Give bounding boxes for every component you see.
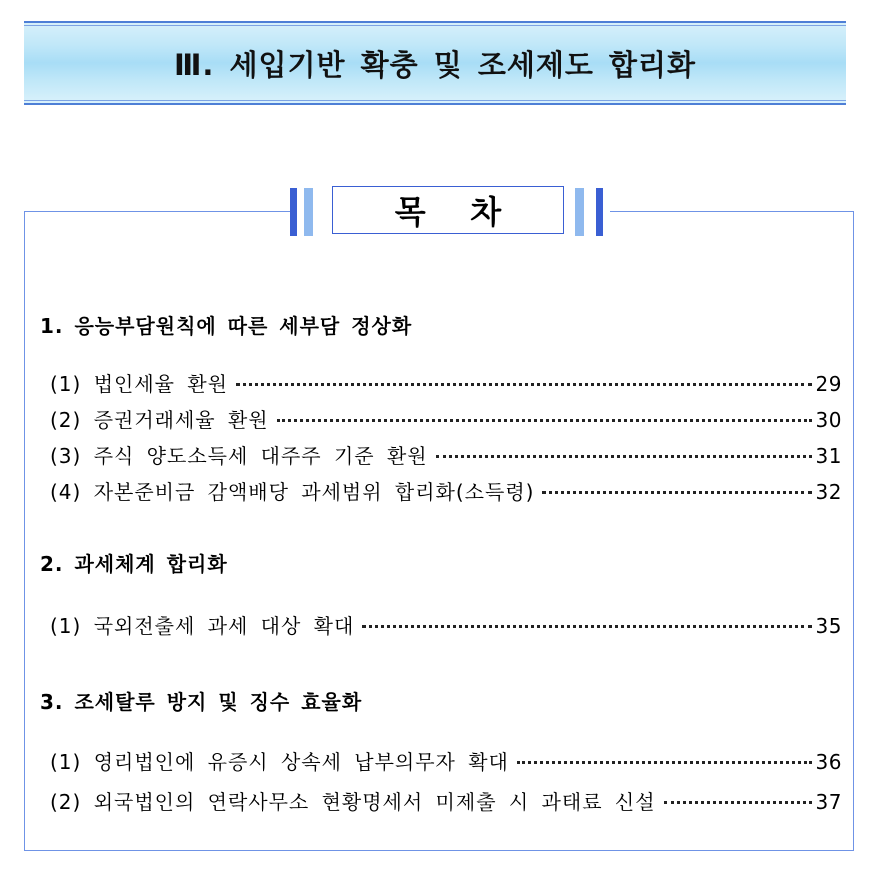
section-title-2: 2. 과세체계 합리화 [40,552,228,576]
toc-header [290,186,610,236]
banner-bottom-rule-thin [24,100,846,101]
toc-entry-page: 32 [815,480,842,504]
toc-entry-label: (2) 증권거래세율 환원 [50,408,269,432]
toc-entry[interactable] [50,746,842,772]
toc-entry-label: (1) 영리법인에 유증시 상속세 납부의무자 확대 [50,750,509,774]
dot-leader [277,419,812,422]
header-bar-right-dark [596,188,603,236]
dot-leader [542,491,811,494]
toc-entry-page: 36 [815,750,842,774]
dot-leader [664,801,812,804]
toc-entry-page: 29 [815,372,842,396]
dot-leader [436,455,812,458]
banner-bottom-rule [24,103,846,105]
toc-entry-page: 35 [815,614,842,638]
toc-entry-label: (1) 국외전출세 과세 대상 확대 [50,614,355,638]
toc-entry[interactable] [50,440,842,466]
section-title-1: 1. 응능부담원칙에 따른 세부담 정상화 [40,314,413,338]
dot-leader [236,383,812,386]
chapter-title: Ⅲ. 세입기반 확충 및 조세제도 합리화 [173,47,697,82]
header-bar-left-light [304,188,313,236]
toc-entry-label: (1) 법인세율 환원 [50,372,228,396]
chapter-banner [24,21,846,105]
header-bar-left-dark [290,188,297,236]
toc-entry[interactable] [50,610,842,636]
toc-heading [332,186,564,234]
header-bar-right-light [575,188,584,236]
toc-entry[interactable] [50,368,842,394]
toc-entry[interactable] [50,476,842,502]
toc-entry-page: 37 [815,790,842,814]
toc-entry-label: (2) 외국법인의 연락사무소 현황명세서 미제출 시 과태료 신설 [50,790,656,814]
section-title-3: 3. 조세탈루 방지 및 징수 효율화 [40,690,363,714]
toc-entry[interactable] [50,404,842,430]
toc-heading-text: 목 차 [394,193,502,231]
toc-entry[interactable] [50,786,842,812]
toc-entry-label: (3) 주식 양도소득세 대주주 기준 환원 [50,444,428,468]
toc-entry-label: (4) 자본준비금 감액배당 과세범위 합리화(소득령) [50,480,535,504]
dot-leader [517,761,812,764]
dot-leader [362,625,811,628]
toc-entry-page: 30 [815,408,842,432]
toc-entry-page: 31 [815,444,842,468]
